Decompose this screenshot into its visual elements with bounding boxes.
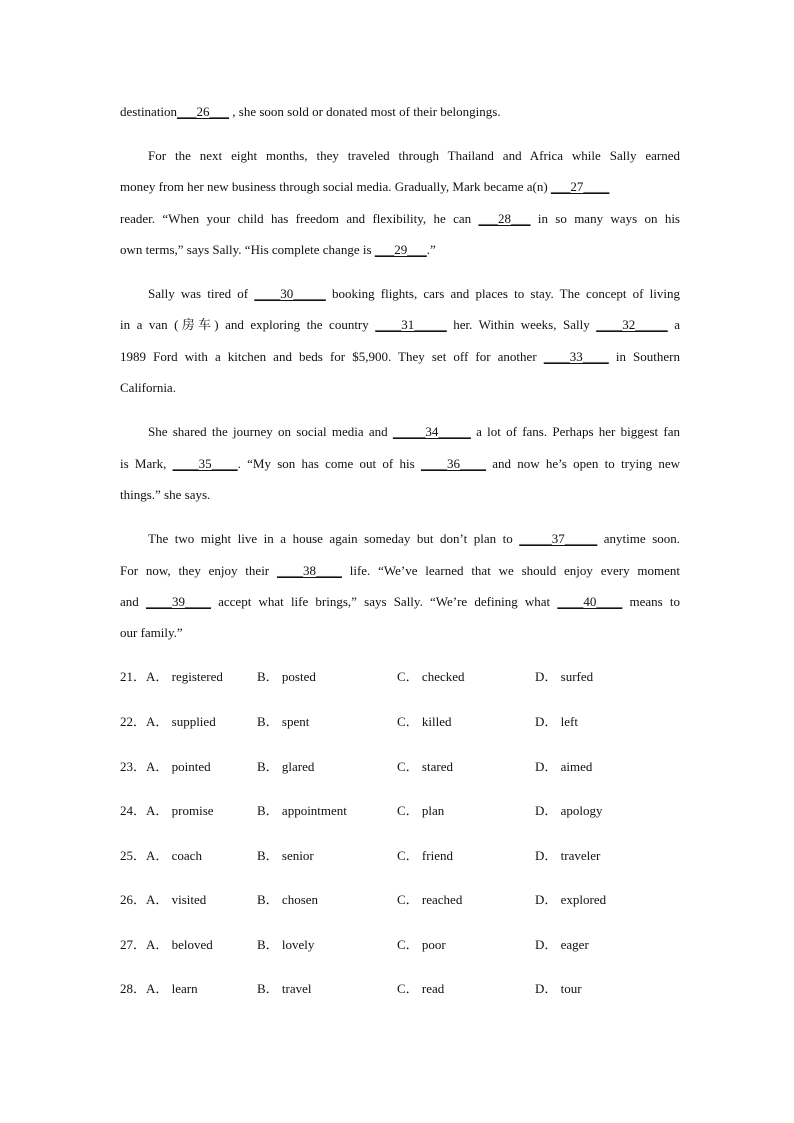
blank-32: ____32_____ [596, 317, 668, 332]
option-d: D． surfed [535, 669, 594, 684]
option-b: B． posted [257, 669, 316, 684]
question-number: 26． [120, 892, 147, 907]
option-a: A． learn [146, 981, 198, 996]
blank-27: ___27____ [550, 179, 610, 194]
option-c: C． killed [397, 714, 452, 729]
option-d: D． explored [535, 892, 607, 907]
option-a: A． promise [146, 803, 214, 818]
passage-line [120, 456, 680, 472]
text-segment: reader. “When your child has freedom and flexibility, he can [120, 211, 479, 226]
option-a: A． beloved [146, 937, 213, 952]
text-segment: The two might live in a house again someday but don’t plan to [148, 531, 520, 546]
blank-40: ____40____ [557, 594, 623, 609]
text-segment: destination [120, 104, 178, 119]
option-b: B． spent [257, 714, 310, 729]
passage-line [120, 349, 680, 365]
passage-line: California. [120, 380, 176, 395]
text-segment: 1989 Ford with a kitchen and beds for $5,900. They set off for another [120, 349, 544, 364]
question-number: 21． [120, 669, 147, 684]
passage-line: our family.” [120, 625, 183, 640]
text-segment: Sally was tired of [148, 286, 255, 301]
passage-line [120, 563, 680, 579]
question-options-27 [120, 937, 680, 953]
option-b: B． glared [257, 759, 315, 774]
option-c: C． stared [397, 759, 453, 774]
question-number: 28． [120, 981, 147, 996]
option-d: D． traveler [535, 848, 601, 863]
passage-line: For the next eight months, they traveled through Thailand and Africa while Sally earned [148, 148, 680, 163]
option-c: C． read [397, 981, 445, 996]
question-options-22 [120, 714, 680, 730]
blank-38: ____38____ [276, 563, 342, 578]
blank-31: ____31_____ [375, 317, 447, 332]
text-segment: and now he’s open to trying new [485, 456, 680, 471]
text-segment: a lot of fans. Perhaps her biggest fan [470, 424, 680, 439]
question-options-21 [120, 669, 680, 685]
text-segment: in so many ways on his [530, 211, 680, 226]
option-c: C． plan [397, 803, 445, 818]
text-segment: life. “We’ve learned that we should enjoy every moment [341, 563, 680, 578]
question-options-28 [120, 981, 680, 997]
blank-28: ___28___ [478, 211, 531, 226]
option-a: A． coach [146, 848, 202, 863]
passage-line [120, 104, 680, 120]
text-segment: accept what life brings,” says Sally. “We’re defining what [210, 594, 558, 609]
text-segment: a [667, 317, 680, 332]
text-segment: . “My son has come out of his [237, 456, 421, 471]
text-segment: anytime soon. [597, 531, 681, 546]
question-options-24 [120, 803, 680, 819]
blank-39: ____39____ [145, 594, 211, 609]
text-segment: money from her new business through social media. Gradually, Mark became a(n) [120, 179, 551, 194]
blank-26: ___26___ [177, 104, 230, 119]
option-b: B． senior [257, 848, 314, 863]
option-a: A． registered [146, 669, 223, 684]
passage-line [148, 424, 680, 440]
option-d: D． tour [535, 981, 582, 996]
option-d: D． left [535, 714, 578, 729]
option-c: C． friend [397, 848, 453, 863]
blank-30: ____30_____ [254, 286, 326, 301]
option-d: D． apology [535, 803, 603, 818]
blank-37: _____37_____ [519, 531, 598, 546]
option-c: C． poor [397, 937, 446, 952]
text-segment: She shared the journey on social media and [148, 424, 393, 439]
option-b: B． lovely [257, 937, 315, 952]
option-c: C． checked [397, 669, 465, 684]
option-d: D． eager [535, 937, 589, 952]
option-a: A． visited [146, 892, 207, 907]
question-options-23 [120, 759, 680, 775]
blank-35: ____35____ [172, 456, 238, 471]
text-segment: .” [426, 242, 436, 257]
option-c: C． reached [397, 892, 463, 907]
question-number: 23． [120, 759, 147, 774]
text-segment: own terms,” says Sally. “His complete change is [120, 242, 375, 257]
question-number: 27． [120, 937, 147, 952]
text-segment: , she soon sold or donated most of their belongings. [229, 104, 501, 119]
question-options-26 [120, 892, 680, 908]
passage-line [120, 594, 680, 610]
passage-line [148, 286, 680, 302]
question-number: 25． [120, 848, 147, 863]
blank-33: ____33____ [543, 349, 609, 364]
text-segment: means to [622, 594, 680, 609]
text-segment: her. Within weeks, Sally [446, 317, 597, 332]
blank-34: _____34_____ [392, 424, 471, 439]
passage-line [148, 531, 680, 547]
option-d: D． aimed [535, 759, 593, 774]
text-segment: in Southern [608, 349, 680, 364]
text-segment: and [120, 594, 146, 609]
question-number: 22． [120, 714, 147, 729]
passage-line [120, 179, 680, 195]
blank-36: ____36____ [420, 456, 486, 471]
option-a: A． supplied [146, 714, 216, 729]
option-b: B． travel [257, 981, 312, 996]
option-b: B． chosen [257, 892, 319, 907]
option-a: A． pointed [146, 759, 211, 774]
passage-line [120, 317, 680, 333]
passage-line: things.” she says. [120, 487, 211, 502]
blank-29: ___29___ [374, 242, 427, 257]
question-options-25 [120, 848, 680, 864]
option-b: B． appointment [257, 803, 347, 818]
text-segment: is Mark, [120, 456, 173, 471]
question-number: 24． [120, 803, 147, 818]
text-segment: For now, they enjoy their [120, 563, 277, 578]
passage-line [120, 242, 680, 258]
text-segment: in a van (房车) and exploring the country [120, 317, 376, 332]
text-segment: booking flights, cars and places to stay. The concept of living [325, 286, 680, 301]
passage-line [120, 211, 680, 227]
